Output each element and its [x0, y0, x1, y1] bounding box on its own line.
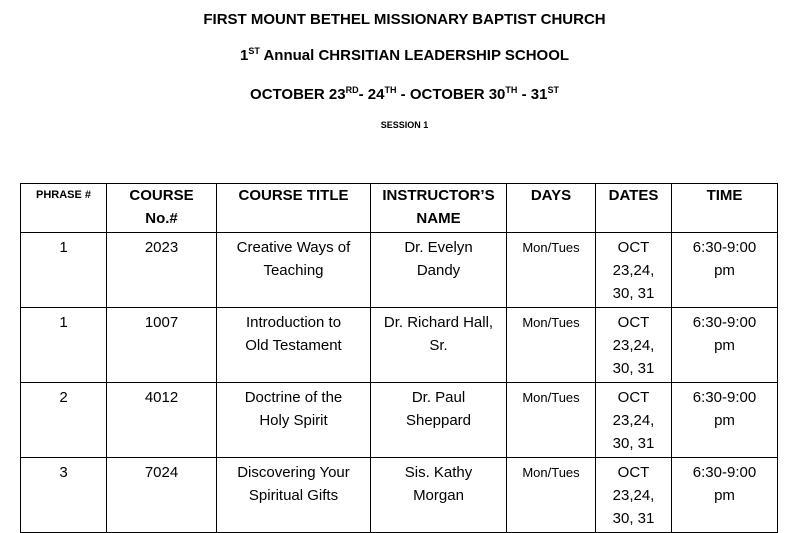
dates-line1: OCT: [617, 239, 650, 256]
instructor-line1: Dr. Evelyn: [404, 239, 473, 256]
cell-dates: [596, 458, 672, 533]
cell-time: [672, 458, 778, 533]
col-header-days: DAYS: [507, 184, 596, 233]
dates-line2: 23,24,: [612, 337, 655, 354]
time-line1: 6:30-9:00: [692, 389, 757, 406]
cell-phrase: 2: [21, 383, 107, 458]
cell-phrase: 3: [21, 458, 107, 533]
church-name: FIRST MOUNT BETHEL MISSIONARY BAPTIST CHURCH: [203, 11, 606, 28]
col-header-instructor: [371, 184, 507, 233]
date-part-1: OCTOBER 23: [250, 86, 346, 103]
time-line1: 6:30-9:00: [692, 464, 757, 481]
dates-line1: OCT: [617, 464, 650, 481]
dates-line3: 30, 31: [612, 510, 655, 527]
cell-dates: [596, 308, 672, 383]
dates-line3: 30, 31: [612, 285, 655, 302]
cell-time: [672, 233, 778, 308]
date-suffix-2: TH: [384, 85, 397, 95]
time-line2: pm: [714, 262, 735, 279]
cell-days: Mon/Tues: [507, 233, 596, 308]
cell-course-no: 7024: [107, 458, 217, 533]
course-title-line1: Discovering Your: [237, 464, 350, 481]
school-number-suffix: ST: [248, 46, 260, 56]
course-title-line1: Introduction to: [245, 314, 342, 331]
table-row: [21, 383, 778, 458]
table-row: [21, 458, 778, 533]
school-dates: [0, 86, 809, 103]
date-part-2: - 24: [358, 86, 385, 103]
date-part-3: - OCTOBER 30: [400, 86, 506, 103]
instructor-line1: Sis. Kathy: [404, 464, 473, 481]
instructor-line2: Dandy: [416, 262, 461, 279]
cell-course-title: [217, 383, 371, 458]
dates-line2: 23,24,: [612, 412, 655, 429]
instructor-line2: Morgan: [413, 487, 464, 504]
cell-phrase: 1: [21, 308, 107, 383]
col-header-course-no-line2: No.#: [145, 210, 178, 227]
date-suffix-3: TH: [505, 85, 518, 95]
col-header-course-no: [107, 184, 217, 233]
cell-course-title: [217, 458, 371, 533]
cell-time: [672, 308, 778, 383]
instructor-line1: Dr. Richard Hall,: [383, 314, 494, 331]
cell-instructor: [371, 308, 507, 383]
dates-line2: 23,24,: [612, 487, 655, 504]
date-part-4: - 31: [521, 86, 548, 103]
school-number: 1: [239, 47, 249, 64]
cell-course-title: [217, 308, 371, 383]
col-header-phrase: PHRASE #: [21, 184, 107, 233]
instructor-line2: Sheppard: [405, 412, 472, 429]
cell-days: Mon/Tues: [507, 458, 596, 533]
cell-dates: [596, 383, 672, 458]
cell-instructor: [371, 233, 507, 308]
col-header-dates: DATES: [596, 184, 672, 233]
instructor-line2: Sr.: [429, 337, 448, 354]
schedule-table: [20, 183, 778, 533]
course-title-line1: Creative Ways of: [236, 239, 351, 256]
time-line1: 6:30-9:00: [692, 314, 757, 331]
course-title-line2: Spiritual Gifts: [248, 487, 339, 504]
cell-dates: [596, 233, 672, 308]
date-suffix-4: ST: [547, 85, 559, 95]
time-line2: pm: [714, 337, 735, 354]
dates-line1: OCT: [617, 389, 650, 406]
col-header-instructor-line1: INSTRUCTOR’S: [382, 187, 495, 204]
cell-instructor: [371, 458, 507, 533]
table-row: [21, 308, 778, 383]
cell-time: [672, 383, 778, 458]
col-header-course-title: COURSE TITLE: [217, 184, 371, 233]
cell-course-no: 4012: [107, 383, 217, 458]
school-title: [0, 47, 809, 64]
cell-course-no: 1007: [107, 308, 217, 383]
time-line2: pm: [714, 412, 735, 429]
course-title-line1: Doctrine of the: [244, 389, 343, 406]
cell-course-no: 2023: [107, 233, 217, 308]
school-name: Annual CHRSITIAN LEADERSHIP SCHOOL: [263, 47, 570, 64]
dates-line1: OCT: [617, 314, 650, 331]
dates-line2: 23,24,: [612, 262, 655, 279]
col-header-instructor-line2: NAME: [416, 210, 461, 227]
cell-days: Mon/Tues: [507, 308, 596, 383]
cell-instructor: [371, 383, 507, 458]
instructor-line1: Dr. Paul: [411, 389, 466, 406]
time-line2: pm: [714, 487, 735, 504]
col-header-time: TIME: [672, 184, 778, 233]
dates-line3: 30, 31: [612, 360, 655, 377]
course-title-line2: Teaching: [263, 262, 324, 279]
header-row: [21, 184, 778, 233]
col-header-course-no-line1: COURSE: [129, 187, 194, 204]
time-line1: 6:30-9:00: [692, 239, 757, 256]
cell-phrase: 1: [21, 233, 107, 308]
session-label: SESSION 1: [380, 120, 429, 130]
cell-course-title: [217, 233, 371, 308]
date-suffix-1: RD: [345, 85, 359, 95]
course-title-line2: Holy Spirit: [259, 412, 328, 429]
cell-days: Mon/Tues: [507, 383, 596, 458]
table-row: [21, 233, 778, 308]
course-title-line2: Old Testament: [245, 337, 342, 354]
dates-line3: 30, 31: [612, 435, 655, 452]
